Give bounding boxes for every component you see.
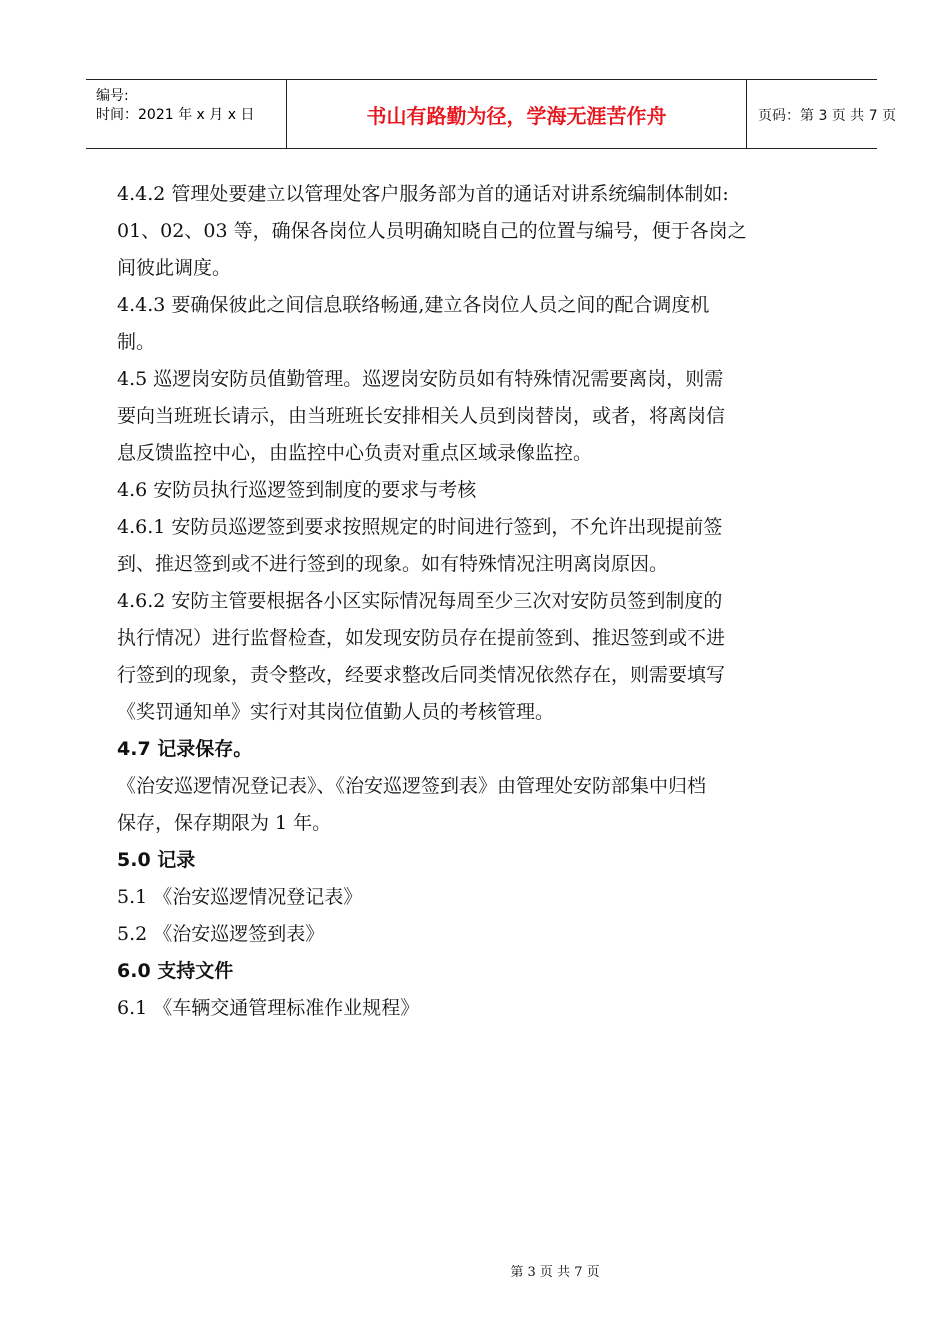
paragraph-line: 4.4.2 管理处要建立以管理处客户服务部为首的通话对讲系统编制体制如: <box>117 183 729 205</box>
paragraph-line: 执行情况）进行监督检查，如发现安防员存在提前签到、推迟签到或不进 <box>117 627 726 649</box>
header-motto-cell <box>286 80 747 148</box>
paragraph-line: 4.6.1 安防员巡逻签到要求按照规定的时间进行签到，不允许出现提前签 <box>117 516 723 538</box>
section-heading: 4.7 记录保存。 <box>117 738 253 760</box>
paragraph-line: 间彼此调度。 <box>117 257 232 279</box>
paragraph-line: 行签到的现象，责令整改，经要求整改后同类情况依然存在，则需要填写 <box>117 664 726 686</box>
paragraph-line: 4.5 巡逻岗安防员值勤管理。巡逻岗安防员如有特殊情况需要离岗，则需 <box>117 368 724 390</box>
paragraph-line: 《治安巡逻情况登记表》、《治安巡逻签到表》由管理处安防部集中归档 <box>117 775 707 797</box>
paragraph-line: 《奖罚通知单》实行对其岗位值勤人员的考核管理。 <box>117 701 555 723</box>
section-heading: 5.0 记录 <box>117 849 196 871</box>
header-page-cell <box>746 80 897 148</box>
header-meta-cell <box>86 80 286 148</box>
paragraph-line: 息反馈监控中心，由监控中心负责对重点区域录像监控。 <box>117 442 593 464</box>
section-heading: 6.0 支持文件 <box>117 960 234 982</box>
paragraph-line: 要向当班班长请示，由当班班长安排相关人员到岗替岗，或者，将离岗信 <box>117 405 726 427</box>
paragraph-line: 6.1 《车辆交通管理标准作业规程》 <box>117 997 420 1019</box>
header-motto: 书山有路勤为径，学海无涯苦作舟 <box>366 104 667 128</box>
document-body <box>117 176 847 1027</box>
paragraph-line: 01、02、03 等，确保各岗位人员明确知晓自己的位置与编号，便于各岗之 <box>117 220 747 242</box>
page-footer <box>0 1261 950 1280</box>
paragraph-line: 4.6.2 安防主管要根据各小区实际情况每周至少三次对安防员签到制度的 <box>117 590 723 612</box>
document-header <box>86 79 897 149</box>
header-page-info: 页码：第 3 页 共 7 页 <box>758 108 897 124</box>
paragraph-line: 4.6 安防员执行巡逻签到制度的要求与考核 <box>117 479 477 501</box>
paragraph-line: 制。 <box>117 331 156 353</box>
paragraph-line: 到、推迟签到或不进行签到的现象。如有特殊情况注明离岗原因。 <box>117 553 669 575</box>
paragraph-line: 5.2 《治安巡逻签到表》 <box>117 923 325 945</box>
document-time-label: 时间：2021 年 x 月 x 日 <box>96 107 255 123</box>
paragraph-line: 4.4.3 要确保彼此之间信息联络畅通,建立各岗位人员之间的配合调度机 <box>117 294 710 316</box>
document-number-label: 编号: <box>96 88 129 104</box>
footer-page-number: 第 3 页 共 7 页 <box>510 1265 600 1280</box>
paragraph-line: 5.1 《治安巡逻情况登记表》 <box>117 886 363 908</box>
paragraph-line: 保存，保存期限为 1 年。 <box>117 812 332 834</box>
